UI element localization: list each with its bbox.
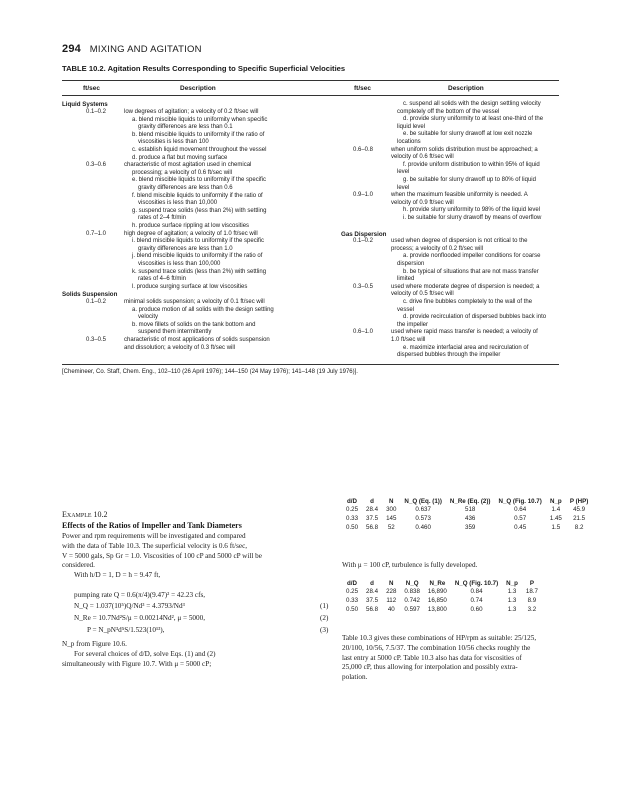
table-cell: 0.25 bbox=[346, 506, 359, 513]
desc-line: velocity of 0.6 ft/sec will bbox=[391, 154, 454, 161]
desc-line: k. suspend trace solids (less than 2%) with settling bbox=[132, 268, 267, 275]
table-cell: 300 bbox=[386, 506, 397, 513]
equation-number: (3) bbox=[320, 626, 329, 634]
text-line: polation. bbox=[342, 673, 368, 682]
table-cell: 37.5 bbox=[366, 515, 379, 522]
table-header-cell: N_Re (Eq. (2)) bbox=[449, 498, 491, 505]
equation-3: P = N_pN³d⁵S/1.523(10¹³), bbox=[87, 626, 165, 634]
table-cell: 13,800 bbox=[427, 606, 447, 613]
table-cell: 0.57 bbox=[514, 515, 527, 522]
desc-line: a. provide nonflooded impeller conditions for coarse bbox=[403, 253, 541, 260]
desc-line: a. produce motion of all solids with the design settling bbox=[132, 306, 274, 313]
text-line: Power and rpm requirements will be investigated and compared bbox=[62, 532, 246, 540]
desc-line: e. blend miscible liquids to uniformity if the specific bbox=[132, 177, 267, 184]
table-header-cell: P bbox=[529, 580, 534, 587]
table-header-row bbox=[342, 580, 542, 587]
table-header-cell: N bbox=[389, 498, 394, 505]
desc-line: d. provide recirculation of dispersed bubbles back into bbox=[403, 314, 547, 321]
velocity-range: 0.3–0.6 bbox=[86, 162, 107, 169]
table-cell: 1.3 bbox=[507, 588, 517, 595]
desc-line: a. blend miscible liquids to uniformity when specific bbox=[132, 116, 268, 123]
table-header-cell: N_p bbox=[506, 580, 518, 587]
running-title: MIXING AND AGITATION bbox=[89, 44, 202, 55]
table-header-cell: d/D bbox=[347, 498, 357, 505]
desc-line: e. be suitable for slurry drawoff at low exit nozzle bbox=[403, 131, 533, 138]
desc-line: gravity differences are less than 1.0 bbox=[138, 245, 233, 252]
table-cell: 21.5 bbox=[573, 515, 586, 522]
text-line: Table 10.3 gives these combinations of HP/rpm as suitable: 25/125, bbox=[342, 634, 537, 642]
table-cell: 359 bbox=[465, 524, 476, 531]
table-cell: 1.3 bbox=[507, 597, 517, 604]
table-cell: 1.45 bbox=[549, 515, 562, 522]
section-heading: Solids Suspension bbox=[62, 291, 118, 299]
velocity-range: 0.9–1.0 bbox=[353, 192, 374, 199]
equation-1: N_Q = 1.037(10⁵)Q/Nd³ = 4.3793/Nd³ bbox=[74, 602, 185, 610]
table-cell: 0.50 bbox=[346, 606, 359, 613]
table-header-cell: P (HP) bbox=[569, 498, 589, 505]
desc-line: when the maximum feasible uniformity is needed. A bbox=[391, 192, 528, 199]
text-line: considered. bbox=[62, 561, 95, 570]
desc-line: gravity differences are less than 0.6 bbox=[138, 185, 233, 191]
table-cell: 8.9 bbox=[527, 597, 537, 604]
table-cell: 28.4 bbox=[366, 506, 379, 513]
desc-line: viscosities is less than 10,000 bbox=[138, 200, 218, 207]
table-header-cell: d/D bbox=[347, 580, 357, 587]
desc-line: used where rapid mass transfer is needed; a velocity of bbox=[391, 329, 538, 336]
col-head-ftsec-left: ft/sec bbox=[83, 85, 100, 92]
table-row bbox=[342, 596, 542, 605]
table-cell: 0.573 bbox=[415, 515, 431, 522]
table-header-cell: N_Q bbox=[405, 580, 419, 587]
desc-line: characteristic of most agitation used in chemical bbox=[124, 162, 252, 169]
desc-line: l. produce surging surface at low viscosities bbox=[132, 283, 248, 290]
desc-line: f. blend miscible liquids to uniformity if the ratio of bbox=[132, 192, 263, 199]
desc-line: completely off the bottom of the vessel bbox=[397, 108, 500, 115]
text-line: last entry at 5000 cP. Table 10.3 also has data for viscosities of bbox=[342, 653, 522, 662]
desc-line: gravity differences are less than 0.1 bbox=[138, 124, 233, 131]
table-cell: 52 bbox=[387, 524, 395, 531]
text-line: For several choices of d/D, solve Eqs. (1) and (2) bbox=[74, 649, 216, 658]
table-cell: 16,850 bbox=[427, 597, 447, 604]
table-cell: 0.60 bbox=[470, 606, 483, 613]
desc-line: velocity of 0.9 ft/sec will bbox=[391, 199, 454, 206]
desc-line: b. move fillets of solids on the tank bottom and bbox=[132, 321, 256, 328]
desc-line: level bbox=[397, 169, 410, 176]
desc-line: c. suspend all solids with the design settling velocity bbox=[403, 101, 541, 107]
np-line: N_p from Figure 10.6. bbox=[62, 640, 127, 648]
equation-2: N_Re = 10.7Nd²S/μ = 0.00214Nd², μ = 5000, bbox=[74, 614, 205, 622]
desc-line: when uniform solids distribution must be approached; a bbox=[391, 146, 538, 153]
desc-line: g. suspend trace solids (less than 2%) with settling bbox=[132, 207, 267, 214]
desc-line: the impeller bbox=[397, 321, 429, 328]
table-cell: 28.4 bbox=[366, 588, 379, 595]
desc-line: 1.0 ft/sec will bbox=[391, 337, 426, 343]
desc-line: j. blend miscible liquids to uniformity if the ratio of bbox=[132, 253, 263, 260]
table-cell: 518 bbox=[465, 506, 476, 513]
table-header-cell: d bbox=[370, 580, 374, 587]
desc-line: b. be typical of situations that are not mass transfer bbox=[403, 268, 539, 275]
table-cell: 0.50 bbox=[346, 524, 359, 531]
table-bottom-rule bbox=[62, 364, 559, 365]
table-cell: 0.33 bbox=[346, 597, 359, 604]
table-cell: 16,890 bbox=[427, 588, 447, 595]
table-cell: 56.8 bbox=[366, 524, 379, 531]
text-line: With h/D = 1, D = h = 9.47 ft, bbox=[74, 571, 161, 580]
desc-line: dispersed bubbles through the impeller bbox=[397, 352, 501, 359]
table-header-cell: N_Q (Fig. 10.7) bbox=[498, 498, 542, 505]
desc-line: d. provide slurry uniformity to at least one-third of the bbox=[403, 116, 544, 123]
desc-line: c. drive fine bubbles completely to the wall of the bbox=[403, 299, 533, 305]
desc-line: d. produce a flat but moving surface bbox=[132, 154, 228, 161]
text-line: 25,000 cP, thus allowing for interpolation and possibly extra- bbox=[342, 663, 518, 672]
desc-line: h. produce surface rippling at low viscosities bbox=[132, 223, 250, 229]
page-number: 294 bbox=[62, 43, 81, 55]
table-cell: 0.64 bbox=[514, 506, 527, 513]
table-cell: 0.25 bbox=[346, 588, 359, 595]
table-cell: 0.838 bbox=[404, 588, 420, 595]
desc-line: viscosities is less than 100,000 bbox=[138, 261, 221, 267]
desc-line: g. be suitable for slurry drawoff up to 80% of liquid bbox=[403, 177, 536, 183]
velocity-range: 0.3–0.5 bbox=[353, 283, 374, 290]
desc-line: characteristic of most applications of solids suspension bbox=[124, 337, 270, 343]
table-header-cell: N_Q (Eq. (1)) bbox=[404, 498, 442, 505]
example-table-mu-5000 bbox=[342, 498, 592, 532]
table-cell: 1.5 bbox=[551, 524, 561, 531]
desc-line: velocity bbox=[138, 314, 159, 321]
text-line: V = 5000 gals, Sp Gr = 1.0. Viscosities of 100 cP and 5000 cP will be bbox=[62, 551, 262, 560]
table-cell: 436 bbox=[465, 515, 476, 522]
desc-line: b. blend miscible liquids to uniformity if the ratio of bbox=[132, 131, 265, 138]
desc-line: dispersion bbox=[397, 261, 425, 267]
desc-line: f. provide uniform distribution to within 95% of liquid bbox=[403, 161, 540, 168]
table-cell: 0.84 bbox=[470, 588, 483, 595]
col-head-desc-left: Description bbox=[180, 85, 216, 92]
text-line: with the data of Table 10.3. The superficial velocity is 0.6 ft/sec, bbox=[62, 541, 248, 550]
table-cell: 0.74 bbox=[470, 597, 483, 604]
text-line: 20/100, 10/56, 7.5/37. The combination 10/56 checks roughly the bbox=[342, 643, 531, 652]
desc-line: process; a velocity of 0.2 ft/sec will bbox=[391, 245, 484, 252]
desc-line: rates of 4–6 ft/min bbox=[138, 276, 187, 283]
section-heading: Gas Dispersion bbox=[341, 230, 387, 238]
example-subheading: Effects of the Ratios of Impeller and Tank Diameters bbox=[62, 521, 242, 530]
table-header-cell: N bbox=[389, 580, 394, 587]
velocity-range: 0.6–0.8 bbox=[353, 146, 374, 153]
table-cell: 0.742 bbox=[404, 597, 420, 604]
table-source-note: [Chemineer, Co. Staff, Chem. Eng., 102–110 (26 April 1976); 144–150 (24 May 1976); 141–148 (19 July 1976)]. bbox=[62, 369, 358, 375]
desc-line: rates of 2–4 ft/min bbox=[138, 215, 187, 222]
running-head bbox=[62, 43, 202, 55]
velocity-range: 0.1–0.2 bbox=[353, 238, 374, 245]
table-cell: 18.7 bbox=[525, 588, 538, 595]
desc-line: i. be suitable for slurry drawoff by means of overflow bbox=[403, 215, 542, 221]
table-row bbox=[342, 514, 592, 523]
table-header-cell: d bbox=[370, 498, 374, 505]
desc-line: velocity of 0.5 ft/sec will bbox=[391, 291, 454, 298]
table-row bbox=[342, 505, 592, 514]
velocity-range: 0.1–0.2 bbox=[86, 299, 107, 305]
desc-line: c. establish liquid movement throughout the vessel bbox=[132, 147, 267, 153]
table-cell: 0.637 bbox=[415, 506, 431, 513]
velocity-range: 0.7–1.0 bbox=[86, 230, 107, 237]
desc-line: used where moderate degree of dispersion is needed; a bbox=[391, 283, 540, 290]
velocity-range: 0.1–0.2 bbox=[86, 109, 107, 115]
desc-line: vessel bbox=[397, 306, 415, 313]
desc-line: processing; a velocity of 0.6 ft/sec will bbox=[132, 169, 233, 176]
table-cell: 45.9 bbox=[573, 506, 586, 513]
table-cell: 0.460 bbox=[415, 524, 431, 531]
table-header-cell: N_Q (Fig. 10.7) bbox=[454, 580, 499, 587]
table-top-rule bbox=[62, 80, 559, 81]
desc-line: suspend them intermittently bbox=[138, 329, 212, 336]
velocity-range: 0.3–0.5 bbox=[86, 337, 107, 343]
desc-line: level bbox=[397, 184, 410, 191]
equation-number: (1) bbox=[320, 602, 329, 610]
col-head-desc-right: Description bbox=[448, 85, 484, 92]
table-row bbox=[342, 605, 542, 614]
velocity-range: 0.6–1.0 bbox=[353, 329, 374, 336]
desc-line: and dissolution; a velocity of 0.3 ft/sec will bbox=[124, 344, 236, 351]
example-table-mu-100 bbox=[342, 580, 542, 614]
table-cell: 37.5 bbox=[366, 597, 379, 604]
table-cell: 8.2 bbox=[574, 524, 584, 531]
desc-line: h. provide slurry uniformity to 98% of the liquid level bbox=[403, 207, 541, 214]
table-title: TABLE 10.2. Agitation Results Corresponding to Specific Superficial Velocities bbox=[62, 64, 346, 73]
table-cell: 1.4 bbox=[551, 506, 561, 513]
table-header-cell: N_p bbox=[549, 498, 562, 505]
desc-line: e. maximize interfacial area and recirculation of bbox=[403, 344, 529, 351]
turbulence-line: With μ = 100 cP, turbulence is fully developed. bbox=[342, 561, 478, 569]
table-cell: 145 bbox=[386, 515, 397, 522]
desc-line: liquid level bbox=[397, 123, 426, 130]
desc-line: i. blend miscible liquids to uniformity if the specific bbox=[132, 238, 265, 245]
desc-line: low degrees of agitation; a velocity of 0.2 ft/sec will bbox=[124, 109, 259, 115]
desc-line: used when degree of dispersion is not critical to the bbox=[391, 238, 528, 245]
table-cell: 40 bbox=[387, 606, 395, 613]
desc-line: locations bbox=[397, 139, 421, 145]
table-row bbox=[342, 587, 542, 596]
section-heading: Liquid Systems bbox=[62, 101, 108, 108]
table-cell: 0.597 bbox=[404, 606, 420, 613]
desc-line: limited bbox=[397, 276, 415, 283]
example-heading: Example 10.2 bbox=[62, 510, 108, 519]
table-header-rule bbox=[62, 95, 559, 96]
text-line: simultaneously with Figure 10.7. With μ = 5000 cP; bbox=[62, 659, 212, 668]
desc-line: high degree of agitation; a velocity of 1.0 ft/sec will bbox=[124, 230, 258, 237]
table-cell: 228 bbox=[386, 588, 397, 595]
table-cell: 3.2 bbox=[527, 606, 537, 613]
col-head-ftsec-right: ft/sec bbox=[354, 85, 371, 92]
table-header-row bbox=[342, 498, 592, 505]
table-cell: 0.33 bbox=[346, 515, 359, 522]
table-cell: 1.3 bbox=[507, 606, 517, 613]
desc-line: viscosities is less than 100 bbox=[138, 139, 209, 146]
desc-line: minimal solids suspension; a velocity of 0.1 ft/sec will bbox=[124, 299, 265, 305]
table-cell: 56.8 bbox=[366, 606, 379, 613]
table-cell: 112 bbox=[386, 597, 397, 604]
pumping-rate-line: pumping rate Q = 0.6(π/4)(9.47)² = 42.23 cfs, bbox=[74, 591, 206, 599]
table-cell: 0.45 bbox=[514, 524, 527, 531]
table-header-cell: N_Re bbox=[429, 580, 446, 587]
table-row bbox=[342, 523, 592, 532]
equation-number: (2) bbox=[320, 614, 329, 622]
